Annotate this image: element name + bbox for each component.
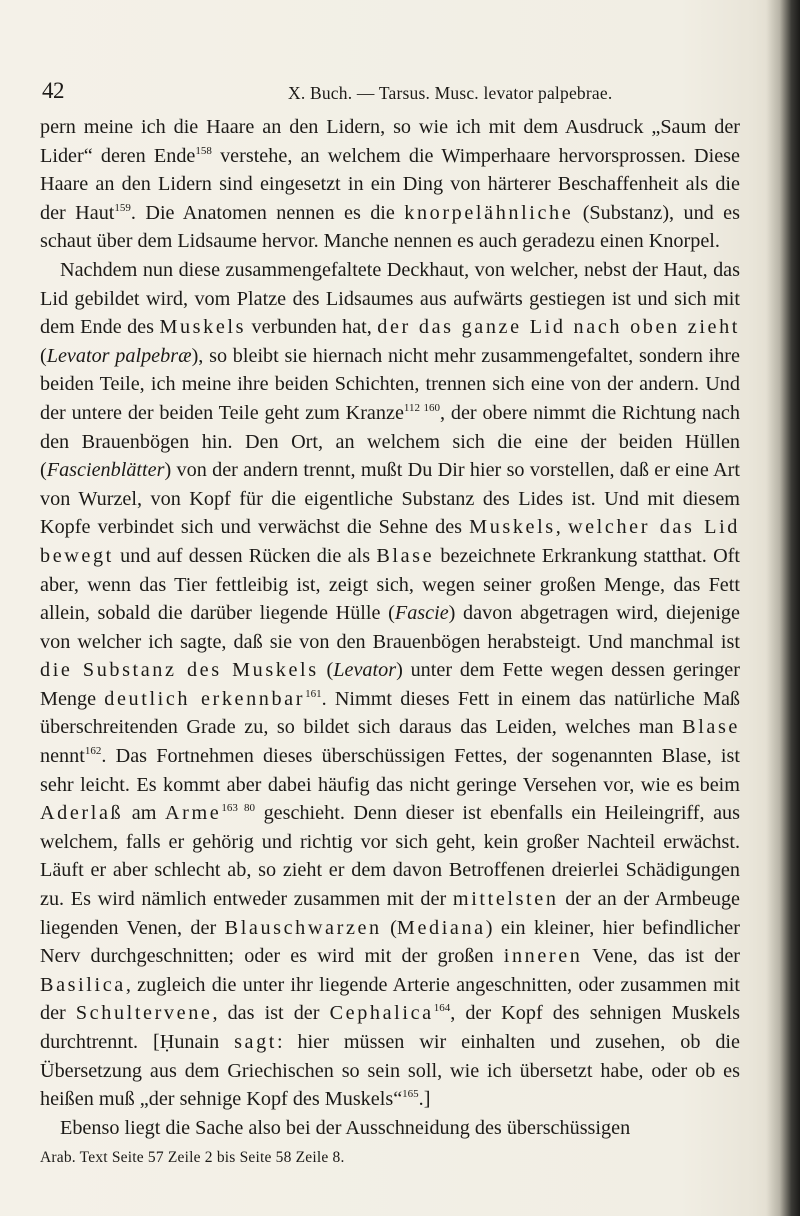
text-run: ) ein kleiner, hier befindlicher Nerv durchgeschnitten; oder es wird mit der großen <box>40 916 740 968</box>
text-run: Nachdem nun diese zusammengefaltete Deckhaut, von welcher, nebst der Haut, das Lid gebildet wird, vom Platze des Lidsaumes aus aufwärts gestiegen ist und sich mit dem Ende des <box>40 258 740 339</box>
footnote-ref: 159 <box>114 201 131 214</box>
text-run: , zugleich die unter ihr liegende Arterie angeschnitten, oder zusammen mit der <box>40 973 740 1025</box>
italic-term: Levator palpebræ <box>46 344 192 367</box>
text-run: und auf dessen Rücken die als <box>113 544 377 567</box>
text-run: am <box>123 802 165 825</box>
footnote-ref: 164 <box>433 1002 451 1015</box>
text-run: , das ist der <box>212 1002 330 1025</box>
emphasized-text: Basilica <box>40 973 126 996</box>
footnote-source-reference: Arab. Text Seite 57 Zeile 2 bis Seite 58 Zeile 8. <box>40 1149 345 1166</box>
text-run: geschieht. Denn dieser ist ebenfalls ein Heileingriff, aus welchem, falls er gehörig und richtig vor sich geht, kein großer Nachteil erwächst. Läuft er aber schlecht ab, so zieht er dem davon Betroffenen dreierlei Schädigungen zu. Es wird nämlich entweder zusammen mit der <box>40 802 740 911</box>
emphasized-text: Muskels <box>159 316 247 339</box>
text-run: ) unter dem Fette wegen dessen geringer Menge <box>40 659 740 710</box>
text-run: ( <box>318 659 334 682</box>
emphasized-text: mittelsten <box>452 888 559 911</box>
text-run: , <box>555 516 568 539</box>
page-number: 42 <box>42 78 64 103</box>
text-run: , der obere nimmt die Richtung nach den Brauenbögen hin. Den Ort, an welchem sich die eine der beiden Hüllen ( <box>40 401 740 482</box>
text-run: verbunden hat, <box>246 316 378 339</box>
paragraph <box>40 256 740 1114</box>
paragraph <box>40 1114 740 1143</box>
emphasized-text: Muskels <box>469 516 556 539</box>
text-run: : hier müssen wir einhalten und zusehen, ob die Übersetzung aus dem Griechischen so sein soll, wie ich übersetzt habe, oder ob es heißen muß „der sehnige Kopf des Muskels“ <box>40 1031 740 1111</box>
emphasized-text: inneren <box>503 945 583 968</box>
text-run: ( <box>381 916 397 939</box>
running-head: X. Buch. — Tarsus. Musc. levator palpebrae. <box>288 83 613 103</box>
text-run: . Das Fortnehmen dieses überschüssigen Fettes, der sogenannten Blase, ist sehr leicht. Es kommt aber dabei häufig das nicht geringe Versehen vor, wie es beim <box>40 745 740 796</box>
text-run: bezeichnete Erkrankung statthat. Oft aber, wenn das Tier fettleibig ist, zeigt sich, wegen seiner großen Menge, das Fett allein, sobald die darüber liegende Hülle ( <box>40 544 740 625</box>
footnote-ref: 165 <box>402 1088 419 1101</box>
footnote-ref: 161 <box>305 687 322 700</box>
text-run: .] <box>418 1088 431 1111</box>
text-run: ) davon abgetragen wird, diejenige von welcher ich sagte, daß sie von den Brauenbögen herabsteigt. Und manchmal ist <box>40 602 740 653</box>
text-run: , der Kopf des sehnigen Muskels durchtrennt. [Ḥunain <box>40 1002 740 1053</box>
footnote-ref: 158 <box>195 144 212 157</box>
text-run: Ebenso liegt die Sache also bei der Ausschneidung des überschüssigen <box>60 1116 631 1139</box>
emphasized-text: Blauschwarzen <box>224 916 382 939</box>
emphasized-text: Mediana <box>396 916 486 939</box>
italic-term: Fascie <box>394 602 449 625</box>
text-run: . Nimmt dieses Fett in einem das natürliche Maß überschreitenden Grade zu, so bildet sich daraus das Leiden, welches man <box>40 687 741 739</box>
emphasized-text: sagt <box>234 1031 278 1053</box>
emphasized-text: welcher das Lid bewegt <box>40 516 740 567</box>
emphasized-text: Schultervene <box>75 1002 213 1025</box>
emphasized-text: die Substanz des Muskels <box>40 659 319 682</box>
emphasized-text: Blase <box>376 544 435 567</box>
emphasized-text: Blase <box>682 716 740 739</box>
emphasized-text: Aderlaß <box>40 802 124 825</box>
text-run: ( <box>40 344 47 367</box>
paragraph <box>40 113 740 256</box>
text-run: . Die Anatomen nennen es die <box>130 201 405 224</box>
text-run: verstehe, an welchem die Wimperhaare hervorsprossen. Diese Haare an den Lidern sind eingesetzt in ein Ding von härterer Beschaffenheit als die der Haut <box>40 144 740 224</box>
body-text <box>40 113 740 1142</box>
emphasized-text: knorpelähnliche <box>404 201 574 224</box>
text-run: ), so bleibt sie hiernach nicht mehr zusammengefaltet, sondern ihre beiden Teile, ich meine ihre beiden Schichten, trennen sich eine von der andern. Und der untere der beiden Teile geht zum Kranze <box>40 344 740 424</box>
emphasized-text: Arme <box>164 802 222 825</box>
italic-term: Levator <box>333 659 397 682</box>
book-binding-shadow <box>766 0 800 1216</box>
footnote-ref: 112 160 <box>403 401 441 414</box>
footnote-ref: 163 80 <box>221 802 256 815</box>
italic-term: Fascienblätter <box>46 459 165 482</box>
emphasized-text: der das ganze Lid nach oben zieht <box>377 316 740 339</box>
text-run: nennt <box>40 745 85 768</box>
text-run: (Substanz), und es schaut über dem Lidsaume hervor. Manche nennen es auch geradezu einen Knorpel. <box>40 201 740 253</box>
footnote-ref: 162 <box>84 745 102 758</box>
emphasized-text: Cephalica <box>329 1002 434 1025</box>
text-run: Vene, das ist der <box>582 945 740 968</box>
text-run: ) von der andern trennt, mußt Du Dir hier so vorstellen, daß er eine Art von Wurzel, von Kopf für die eigentliche Substanz des Lides ist. Und mit diesem Kopfe verbindet sich und verwächst die Sehne des <box>40 459 740 539</box>
page-header <box>0 78 800 108</box>
emphasized-text: deutlich erkennbar <box>104 687 306 710</box>
text-run: pern meine ich die Haare an den Lidern, so wie ich mit dem Ausdruck „Saum der Lider“ deren Ende <box>40 116 740 167</box>
text-run: der an der Armbeuge liegenden Venen, der <box>40 888 740 939</box>
